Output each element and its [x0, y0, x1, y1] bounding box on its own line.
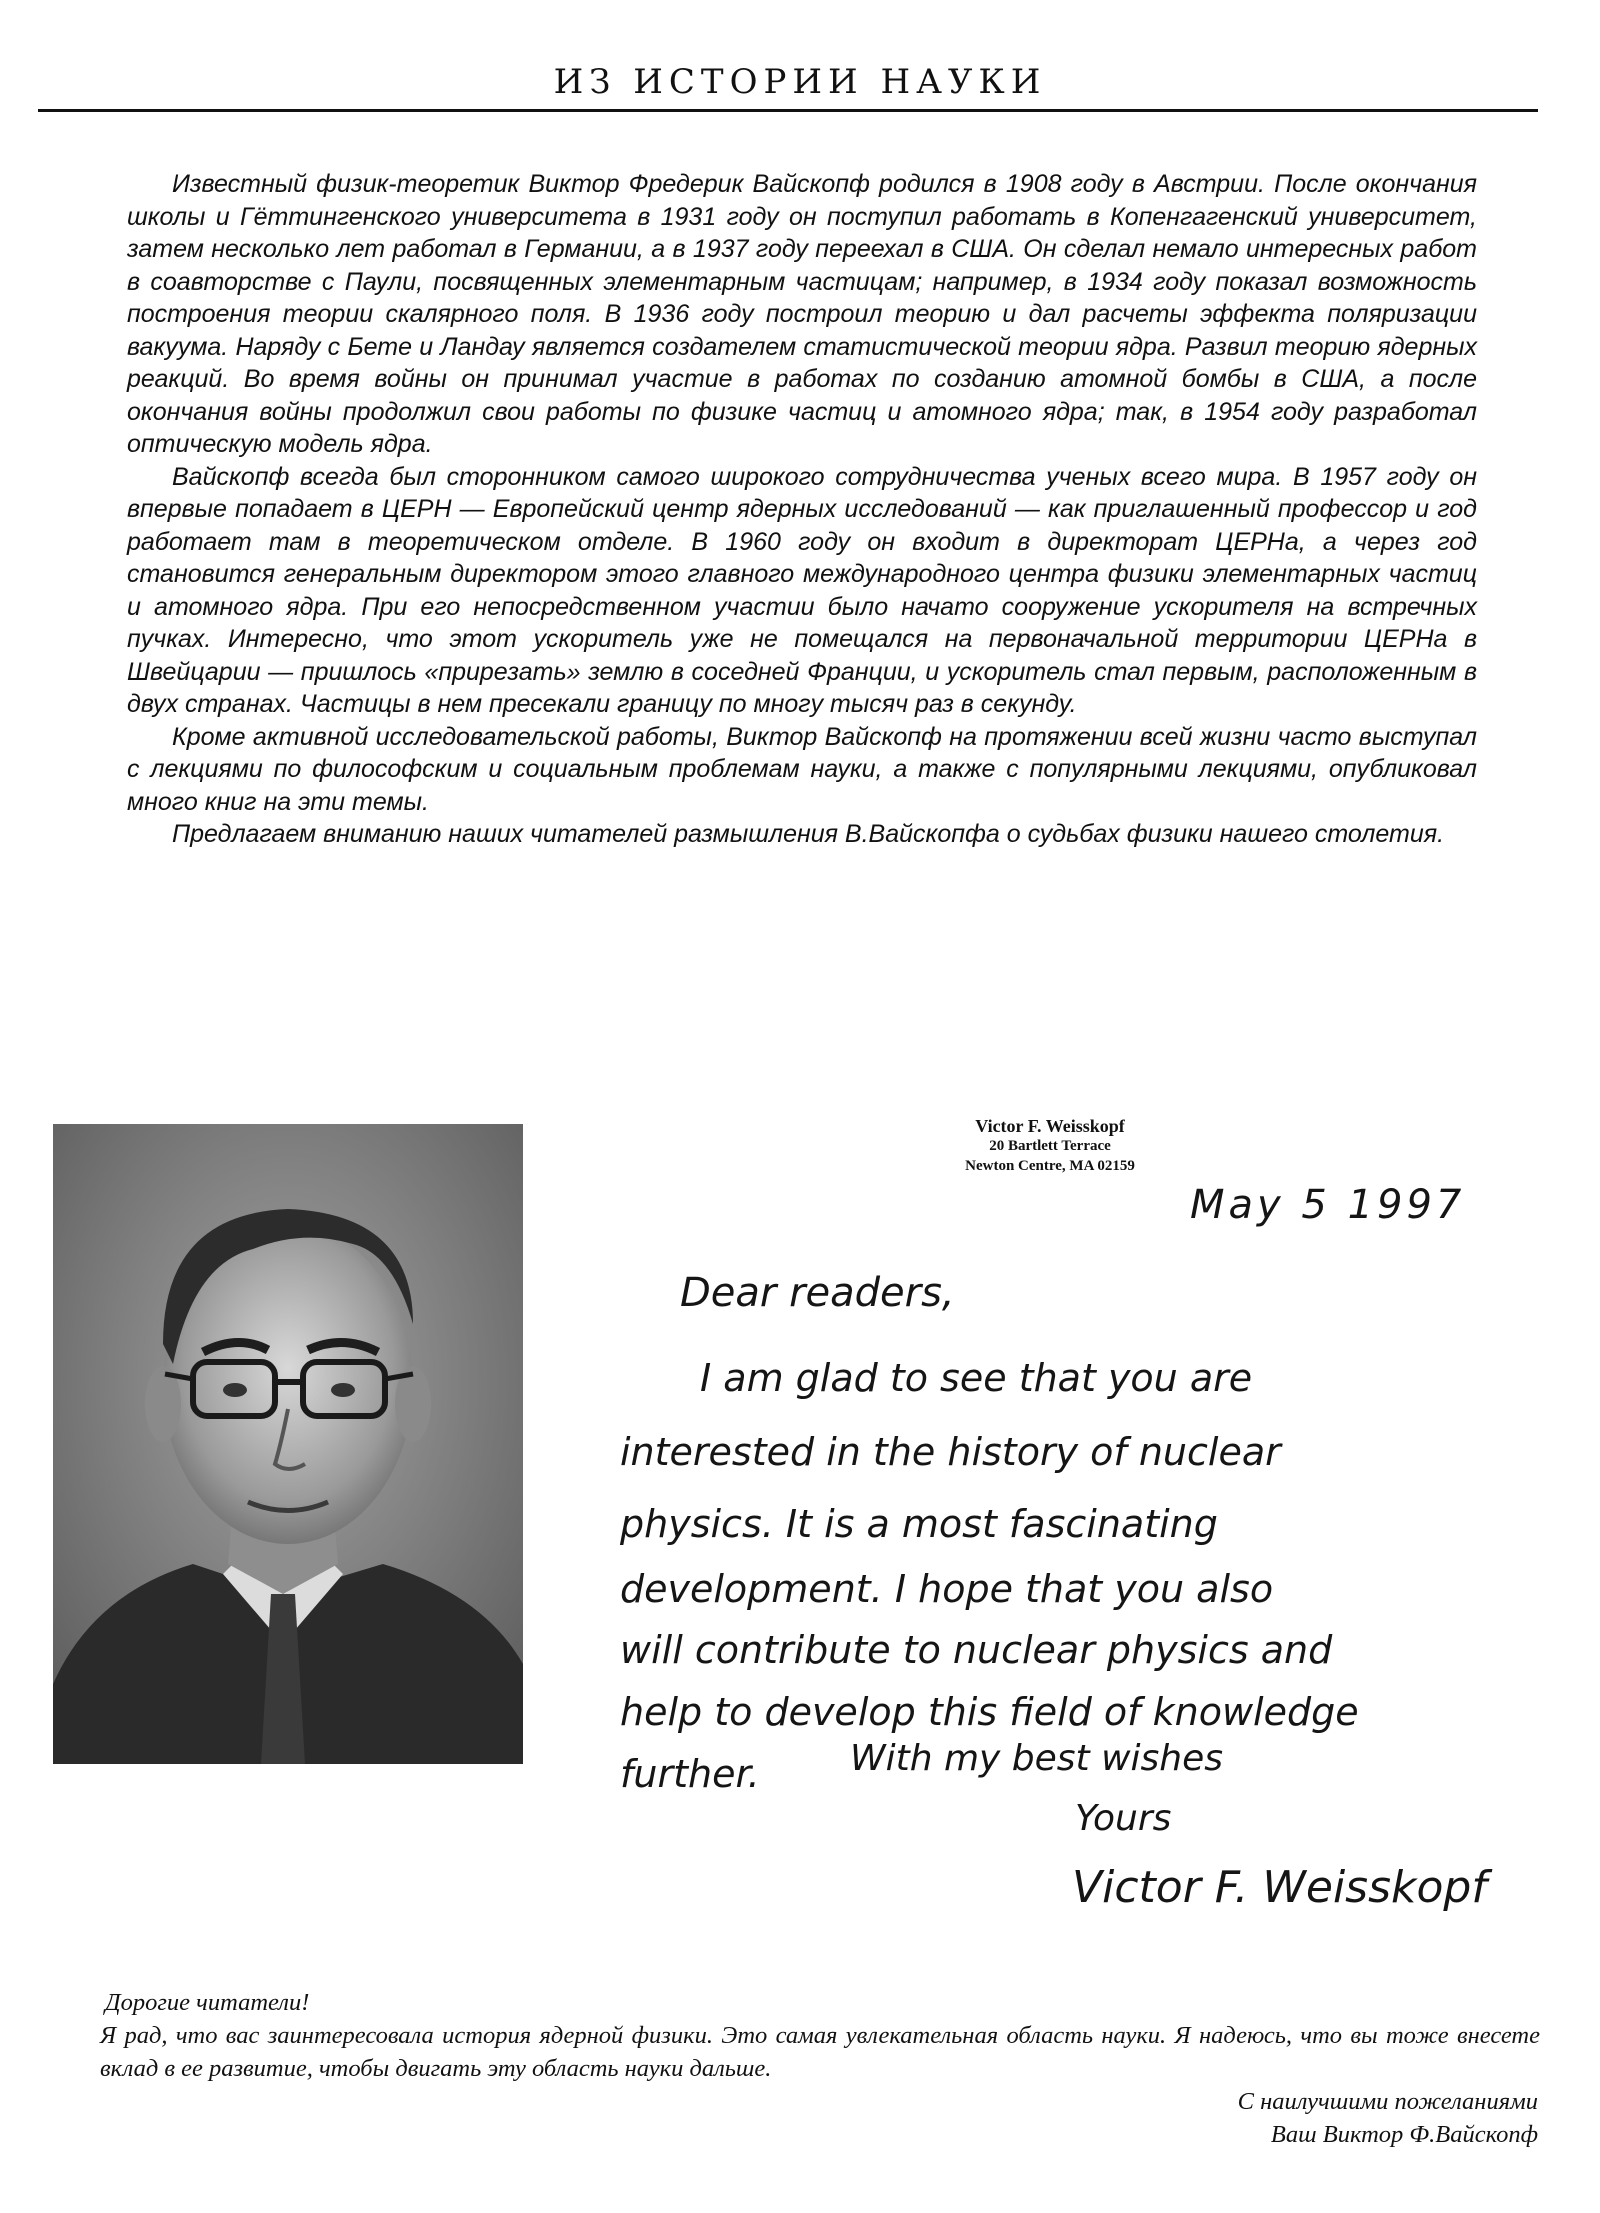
- letter-line: I am glad to see that you are: [700, 1356, 1253, 1400]
- intro-paragraph: Вайскопф всегда был сторонником самого широкого сотрудничества ученых всего мира. В 1957 году он впервые попадает в ЦЕРН — Европейский центр ядерных исследований — как приглашенный профессор и год работает там в теоретическом отделе. В 1960 году он входит в директорат ЦЕРНа, а через год становится генеральным директором этого главного международного центра физики элементарных частиц и атомного ядра. При его непосредственном участии было начато сооружение ускорителя на встречных пучках. Интересно, что этот ускоритель уже не помещался на первоначальной территории ЦЕРНа в Швейцарии — пришлось «прирезать» землю в соседней Франции, и ускоритель стал первым, расположенным в двух странах. Частицы в нем пресекали границу по многу тысяч раз в секунду.: [127, 462, 1477, 718]
- intro-paragraph: Известный физик-теоретик Виктор Фредерик Вайскопф родился в 1908 году в Австрии. После окончания школы и Гёттингенского университета в 1931 году он поступил работать в Копенгагенский университет, затем несколько лет работал в Германии, а в 1937 году переехал в США. Он сделал немало интересных работ в соавторстве с Паули, посвященных элементарным частицам; например, в 1934 году показал возможность построения теории скалярного поля. В 1936 году построил теорию и дал расчеты эффекта поляризации вакуума. Наряду с Бете и Ландау является создателем статистической теории ядра. Развил теорию ядерных реакций. Во время войны он принимал участие в работах по созданию атомной бомбы в США, а после окончания войны продолжил свои работы по физике частиц и атомного ядра; так, в 1954 году разработал оптическую модель ядра.: [127, 170, 1477, 458]
- intro-paragraph: Предлагаем вниманию наших читателей размышления В.Вайскопфа о судьбах физики нашего столетия.: [172, 820, 1445, 848]
- translation-body: Я рад, что вас заинтересовала история ядерной физики. Это самая увлекательная область науки. Я надеюсь, что вы тоже внесете вклад в ее развитие, чтобы двигать эту область науки дальше.: [100, 2022, 1540, 2082]
- portrait-photo: [53, 1124, 523, 1764]
- translation-signature: Ваш Виктор Ф.Вайскопф: [1270, 2121, 1538, 2148]
- letter-yours: Yours: [1075, 1798, 1172, 1839]
- letter-line: help to develop this field of knowledge: [620, 1690, 1359, 1734]
- letterhead: [860, 1116, 1240, 1176]
- letter-closing: With my best wishes: [850, 1738, 1224, 1779]
- letter-line: further.: [620, 1752, 760, 1796]
- letter-line: interested in the history of nuclear: [620, 1430, 1281, 1474]
- letter-line: will contribute to nuclear physics and: [620, 1628, 1333, 1672]
- letter-greeting: Dear readers,: [680, 1270, 955, 1316]
- letter-translation: [100, 1986, 1540, 2151]
- section-title: ИЗ ИСТОРИИ НАУКИ: [553, 62, 1047, 102]
- letterhead-street: 20 Bartlett Terrace: [989, 1138, 1111, 1154]
- letterhead-name: Victor F. Weisskopf: [975, 1116, 1125, 1136]
- intro-text: [127, 168, 1477, 851]
- letter-signature: Victor F. Weisskopf: [1072, 1862, 1487, 1913]
- letter-line: development. I hope that you also: [620, 1567, 1274, 1611]
- letter-date: May 5 1997: [1190, 1182, 1466, 1228]
- portrait-image-icon: [53, 1124, 523, 1764]
- translation-closing: С наилучшими пожеланиями: [1237, 2088, 1538, 2115]
- header-divider: [38, 109, 1538, 112]
- letterhead-city: Newton Centre, MA 02159: [965, 1158, 1135, 1174]
- intro-paragraph: Кроме активной исследовательской работы, Виктор Вайскопф на протяжении всей жизни часто выступал с лекциями по философским и социальным проблемам науки, а также с популярными лекциями, опубликовал много книг на эти темы.: [127, 722, 1477, 816]
- letter-line: physics. It is a most fascinating: [620, 1502, 1218, 1546]
- translation-salutation: Дорогие читатели!: [105, 1989, 310, 2016]
